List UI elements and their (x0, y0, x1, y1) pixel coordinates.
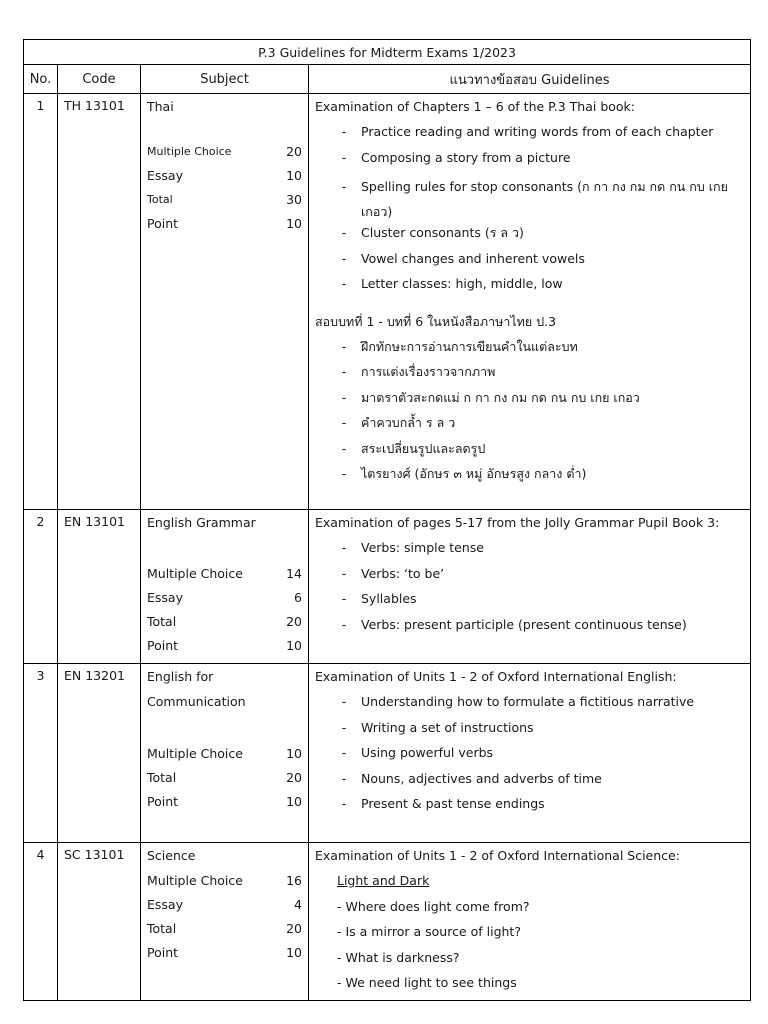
guidelines-cell (309, 94, 751, 510)
guide-heading-thai: สอบบทที่ 1 - บทที่ 6 ในหนังสือภาษาไทย ป.3 (315, 313, 557, 329)
row-number: 1 (24, 94, 58, 510)
subject-cell (141, 94, 309, 510)
row-number: 3 (24, 664, 58, 843)
list-item: - Is a mirror a source of light? (337, 924, 521, 939)
score-row (147, 769, 302, 793)
score-row (147, 143, 302, 167)
table-row (24, 94, 751, 510)
table-title: P.3 Guidelines for Midterm Exams 1/2023 (24, 40, 751, 65)
score-row (147, 191, 302, 215)
row-number: 2 (24, 510, 58, 664)
guide-heading: Examination of Units 1 - 2 of Oxford International English: (315, 669, 677, 684)
subject-cell (141, 664, 309, 843)
header-code: Code (58, 65, 141, 94)
score-row (147, 565, 302, 589)
list-item: - ฝึกทักษะการอ่านการเขียนคำในแต่ละบท (341, 338, 578, 354)
score-value: 10 (286, 793, 302, 809)
subject-name: English for (147, 669, 214, 684)
score-value: 16 (286, 873, 302, 889)
score-row (147, 896, 302, 920)
score-label: Point (147, 216, 179, 232)
guide-heading: Examination of Chapters 1 – 6 of the P.3 Thai book: (315, 99, 636, 114)
score-label: Essay (147, 897, 183, 913)
score-label: Point (147, 945, 179, 961)
score-label: Multiple Choice (147, 873, 243, 889)
score-row (147, 745, 302, 769)
score-label: Point (147, 793, 179, 809)
list-item: - Writing a set of instructions (341, 719, 534, 735)
table-row (24, 510, 751, 664)
score-label: Essay (147, 590, 183, 606)
guide-heading: Examination of pages 5-17 from the Jolly Grammar Pupil Book 3: (315, 515, 720, 530)
list-item: - สระเปลี่ยนรูปและลดรูป (341, 440, 486, 456)
list-item: - Present & past tense endings (341, 796, 545, 811)
list-item: - มาตราตัวสะกดแม่ ก กา กง กม กด กน กบ เกย เกอว (341, 389, 640, 405)
score-row (147, 920, 302, 944)
score-label: Total (147, 614, 177, 630)
list-item: - คำควบกล้ำ ร ล ว (341, 415, 456, 430)
score-row (147, 215, 302, 239)
list-item: - Verbs: present participle (present continuous tense) (341, 616, 687, 632)
guidelines-cell (309, 664, 751, 843)
score-label: Total (147, 193, 173, 207)
list-item: - Spelling rules for stop consonants (ก กา กง กม กด กน กบ เกย เกอว) (341, 179, 728, 219)
header-no: No. (24, 65, 58, 94)
score-row (147, 613, 302, 637)
score-value: 20 (286, 921, 302, 937)
list-item: - Verbs: simple tense (341, 540, 484, 555)
list-item: - Letter classes: high, middle, low (341, 276, 563, 291)
score-row (147, 637, 302, 661)
list-item: - Where does light come from? (337, 898, 530, 914)
score-label: Multiple Choice (147, 145, 232, 159)
list-item: - Cluster consonants (ร ล ว) (341, 225, 524, 240)
score-value: 10 (286, 168, 302, 184)
subject-code: EN 13101 (58, 510, 141, 664)
subject-name: Thai (147, 99, 174, 114)
subject-cell (141, 843, 309, 1001)
score-label: Multiple Choice (147, 566, 243, 582)
table-row (24, 664, 751, 843)
list-item: - Syllables (341, 591, 417, 606)
score-label: Multiple Choice (147, 745, 243, 761)
score-value: 10 (286, 216, 302, 232)
list-item: - Composing a story from a picture (341, 149, 571, 165)
list-item: - Vowel changes and inherent vowels (341, 250, 585, 266)
score-value: 20 (286, 144, 302, 160)
header-subject: Subject (141, 65, 309, 94)
score-value: 14 (286, 566, 302, 582)
topic-heading: Light and Dark (337, 873, 430, 888)
score-value: 20 (286, 769, 302, 785)
score-value: 10 (286, 945, 302, 961)
list-item: - Nouns, adjectives and adverbs of time (341, 770, 602, 786)
subject-code: TH 13101 (58, 94, 141, 510)
score-label: Total (147, 769, 177, 785)
score-label: Point (147, 638, 179, 654)
subject-name: Science (147, 848, 196, 863)
score-value: 6 (294, 590, 302, 606)
score-row (147, 793, 302, 817)
guidelines-cell (309, 843, 751, 1001)
list-item: - Practice reading and writing words from of each chapter (341, 124, 714, 139)
subject-name-cont: Communication (147, 694, 246, 710)
score-label: Total (147, 921, 177, 937)
list-item: - ไตรยางศ์ (อักษร ๓ หมู่ อักษรสูง กลาง ต่ำ) (341, 466, 587, 481)
score-value: 20 (286, 614, 302, 630)
list-item: - What is darkness? (337, 949, 460, 965)
subject-cell (141, 510, 309, 664)
list-item: - การแต่งเรื่องราวจากภาพ (341, 364, 496, 379)
subject-code: SC 13101 (58, 843, 141, 1001)
subject-code: EN 13201 (58, 664, 141, 843)
list-item: - Using powerful verbs (341, 745, 494, 760)
row-number: 4 (24, 843, 58, 1001)
guidelines-table (23, 39, 751, 1001)
table-row (24, 843, 751, 1001)
score-value: 10 (286, 638, 302, 654)
score-value: 4 (294, 897, 302, 913)
header-guidelines: แนวทางข้อสอบ Guidelines (309, 65, 751, 94)
list-item: - We need light to see things (337, 975, 517, 990)
list-item: - Understanding how to formulate a fictitious narrative (341, 694, 695, 709)
score-label: Essay (147, 168, 183, 184)
score-value: 10 (286, 745, 302, 761)
score-row (147, 589, 302, 613)
score-row (147, 944, 302, 968)
list-item: - Verbs: ‘to be’ (341, 565, 445, 581)
guidelines-cell (309, 510, 751, 664)
score-row (147, 167, 302, 191)
score-value: 30 (286, 192, 302, 208)
guide-heading: Examination of Units 1 - 2 of Oxford International Science: (315, 848, 680, 863)
subject-name: English Grammar (147, 515, 256, 530)
score-row (147, 872, 302, 896)
